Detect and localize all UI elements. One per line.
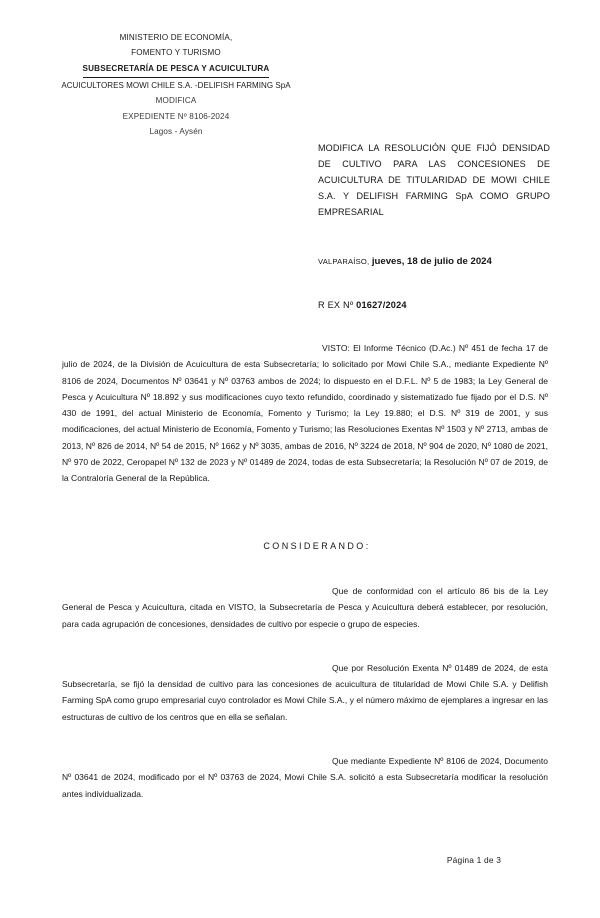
page-footer: Página 1 de 3 [446,855,502,865]
resolution-number-value: 01627/2024 [356,300,407,310]
considerando-paragraph-3: Que mediante Expediente Nº 8106 de 2024, Documento Nº 03641 de 2024, modificado por el Nº 03763 de 2024, Mowi Chile S.A. solicitó a esta Subsecretaría modificar la resolución antes individualizada. [62,756,548,799]
letterhead-ministry-line1: MINISTERIO DE ECONOMÍA, [119,33,233,42]
resolution-number-label: R EX Nº [318,300,354,310]
place-city: VALPARAÍSO, [318,257,370,266]
letterhead-subsecretaria [30,61,322,78]
considerando-heading: CONSIDERANDO: [263,541,371,551]
issue-date: jueves, 18 de julio de 2024 [371,256,492,267]
visto-section [62,340,548,487]
letterhead-companies: ACUICULTORES MOWI CHILE S.A. -DELIFISH FARMING SpA [61,80,291,90]
letterhead-ministry-line2: FOMENTO Y TURISMO [131,48,221,58]
letterhead-action: MODIFICA [155,96,197,106]
considerando-paragraph-1: Que de conformidad con el artículo 86 bis de la Ley General de Pesca y Acuicultura, citada en VISTO, la Subsecretaría de Pesca y Acuicultura deberá establecer, por resolución, para cada agrupación de concesiones, densidades de cultivo por especie o grupo de especies. [62,586,548,629]
considerando-paragraph-2: Que por Resolución Exenta Nº 01489 de 2024, de esta Subsecretaría, se fijó la densidad de cultivo para las concesiones de acuicultura de titularidad de Mowi Chile S.A. y Delifish Farming SpA como grupo empresarial cuyo controlador es Mowi Chile S.A., y el número máximo de ejemplares a ingresar en las estructuras de cultivo de los centros que en ella se señalan. [62,662,548,722]
resolution-number [318,300,407,310]
document-title: MODIFICA LA RESOLUCIÓN QUE FIJÓ DENSIDAD DE CULTIVO PARA LAS CONCESIONES DE ACUICULTURA DE TITULARIDAD DE MOWI CHILE S.A. Y DELIFISH FARMING SpA COMO GRUPO EMPRESARIAL [318,143,550,218]
letterhead-subsecretaria-text: SUBSECRETARÍA DE PESCA Y ACUICULTURA [83,61,270,78]
letterhead [30,30,322,139]
letterhead-expediente: EXPEDIENTE Nº 8106-2024 [122,111,230,121]
place-and-date [318,256,492,267]
visto-paragraph: VISTO: El Informe Técnico (D.Ac.) Nº 451 de fecha 17 de julio de 2024, de la División de Acuicultura de esta Subsecretaría; lo solicitado por Mowi Chile S.A., mediante Expediente Nº 8106 de 2024, Documentos Nº 03641 y Nº 03763 ambos de 2024; lo dispuesto en el D.F.L. Nº 5 de 1983; la Ley General de Pesca y Acuicultura Nº 18.892 y sus modificaciones cuyo texto refundido, coordinado y sistematizado fue fijado por el D.S. Nº 430 de 1991, del actual Ministerio de Economía, Fomento y Turismo; la Ley 19.880; el D.S. Nº 319 de 2001, y sus modificaciones, del actual Ministerio de Economía, Fomento y Turismo; las Resoluciones Exentas Nº 1503 y Nº 2713, ambas de 2013, Nº 826 de 2014, Nº 54 de 2015, Nº 1662 y Nº 3035, ambas de 2016, Nº 3224 de 2018, Nº 904 de 2020, Nº 1080 de 2021, Nº 970 de 2022, Ceropapel Nº 132 de 2023 y Nº 01489 de 2024, todas de esta Subsecretaría; la Resolución Nº 07 de 2019, de la Contraloría General de la República. [62,343,548,484]
letterhead-regions: Lagos - Aysén [149,126,203,136]
considerando-section [62,583,548,802]
